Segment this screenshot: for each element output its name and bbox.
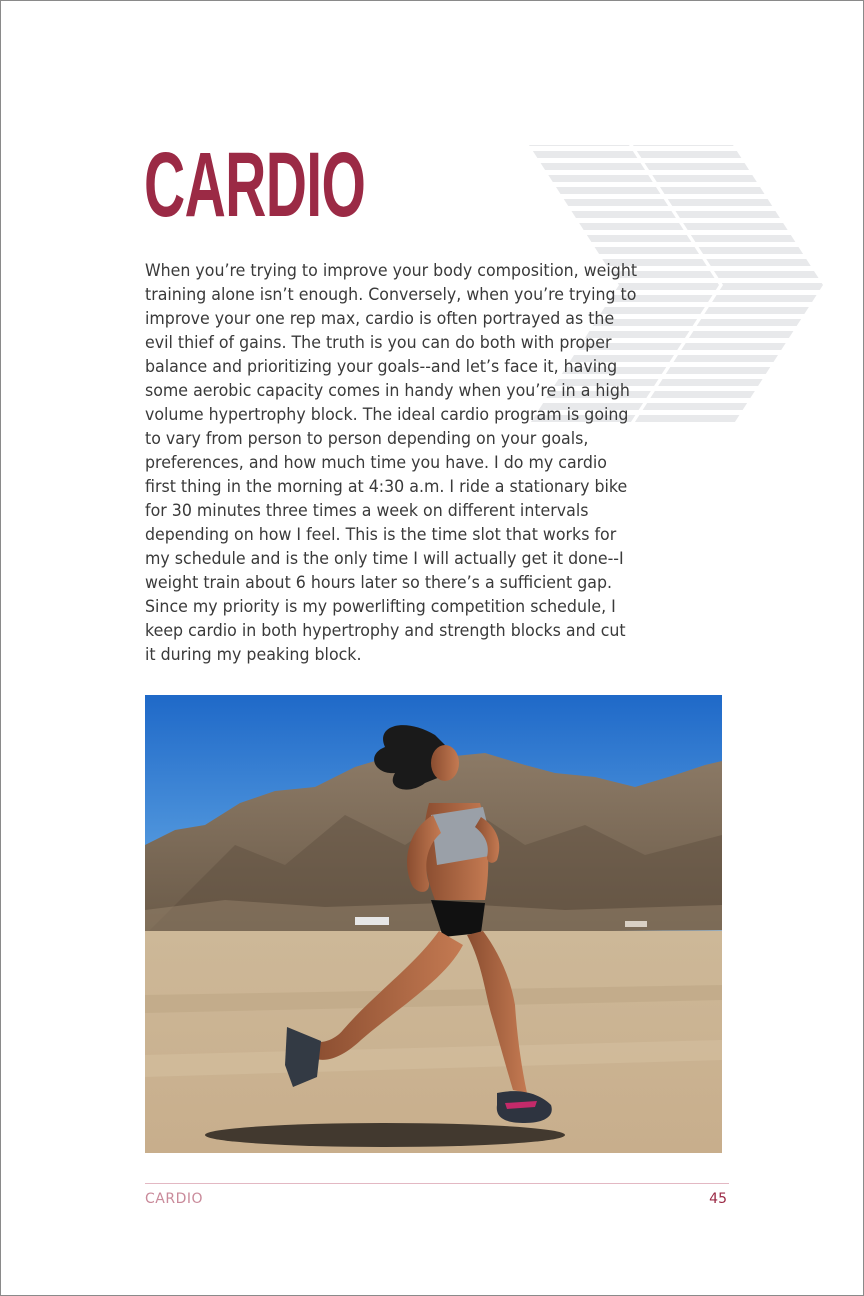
runner-photo: [145, 695, 722, 1153]
body-line: Since my priority is my powerlifting competition schedule, I: [145, 597, 616, 617]
body-line: to vary from person to person depending on your goals,: [145, 429, 589, 449]
footer-section-label: CARDIO: [145, 1191, 204, 1207]
body-line: preferences, and how much time you have. I do my cardio: [145, 453, 607, 473]
footer-divider: [145, 1183, 729, 1184]
body-line: volume hypertrophy block. The ideal cardio program is going: [145, 405, 629, 425]
body-line: first thing in the morning at 4:30 a.m. I ride a stationary bike: [145, 477, 628, 497]
body-line: depending on how I feel. This is the time slot that works for: [145, 525, 617, 545]
body-line: it during my peaking block.: [145, 645, 362, 665]
page-number: 45: [709, 1191, 727, 1207]
body-line: evil thief of gains. The truth is you can do both with proper: [145, 333, 612, 353]
body-line: When you’re trying to improve your body composition, weight: [145, 261, 638, 281]
body-line: weight train about 6 hours later so there’s a sufficient gap.: [145, 573, 613, 593]
runner-shadow: [205, 1123, 565, 1147]
body-line: some aerobic capacity comes in handy when you’re in a high: [145, 381, 630, 401]
body-line: my schedule and is the only time I will actually get it done--I: [145, 549, 624, 569]
body-line: training alone isn’t enough. Conversely, when you’re trying to: [145, 285, 637, 305]
body-line: for 30 minutes three times a week on different intervals: [145, 501, 589, 521]
body-paragraph: [145, 259, 725, 667]
page-title: CARDIO: [144, 134, 366, 236]
body-line: balance and prioritizing your goals--and let’s face it, having: [145, 357, 618, 377]
body-line: improve your one rep max, cardio is often portrayed as the: [145, 309, 615, 329]
body-line: keep cardio in both hypertrophy and strength blocks and cut: [145, 621, 626, 641]
